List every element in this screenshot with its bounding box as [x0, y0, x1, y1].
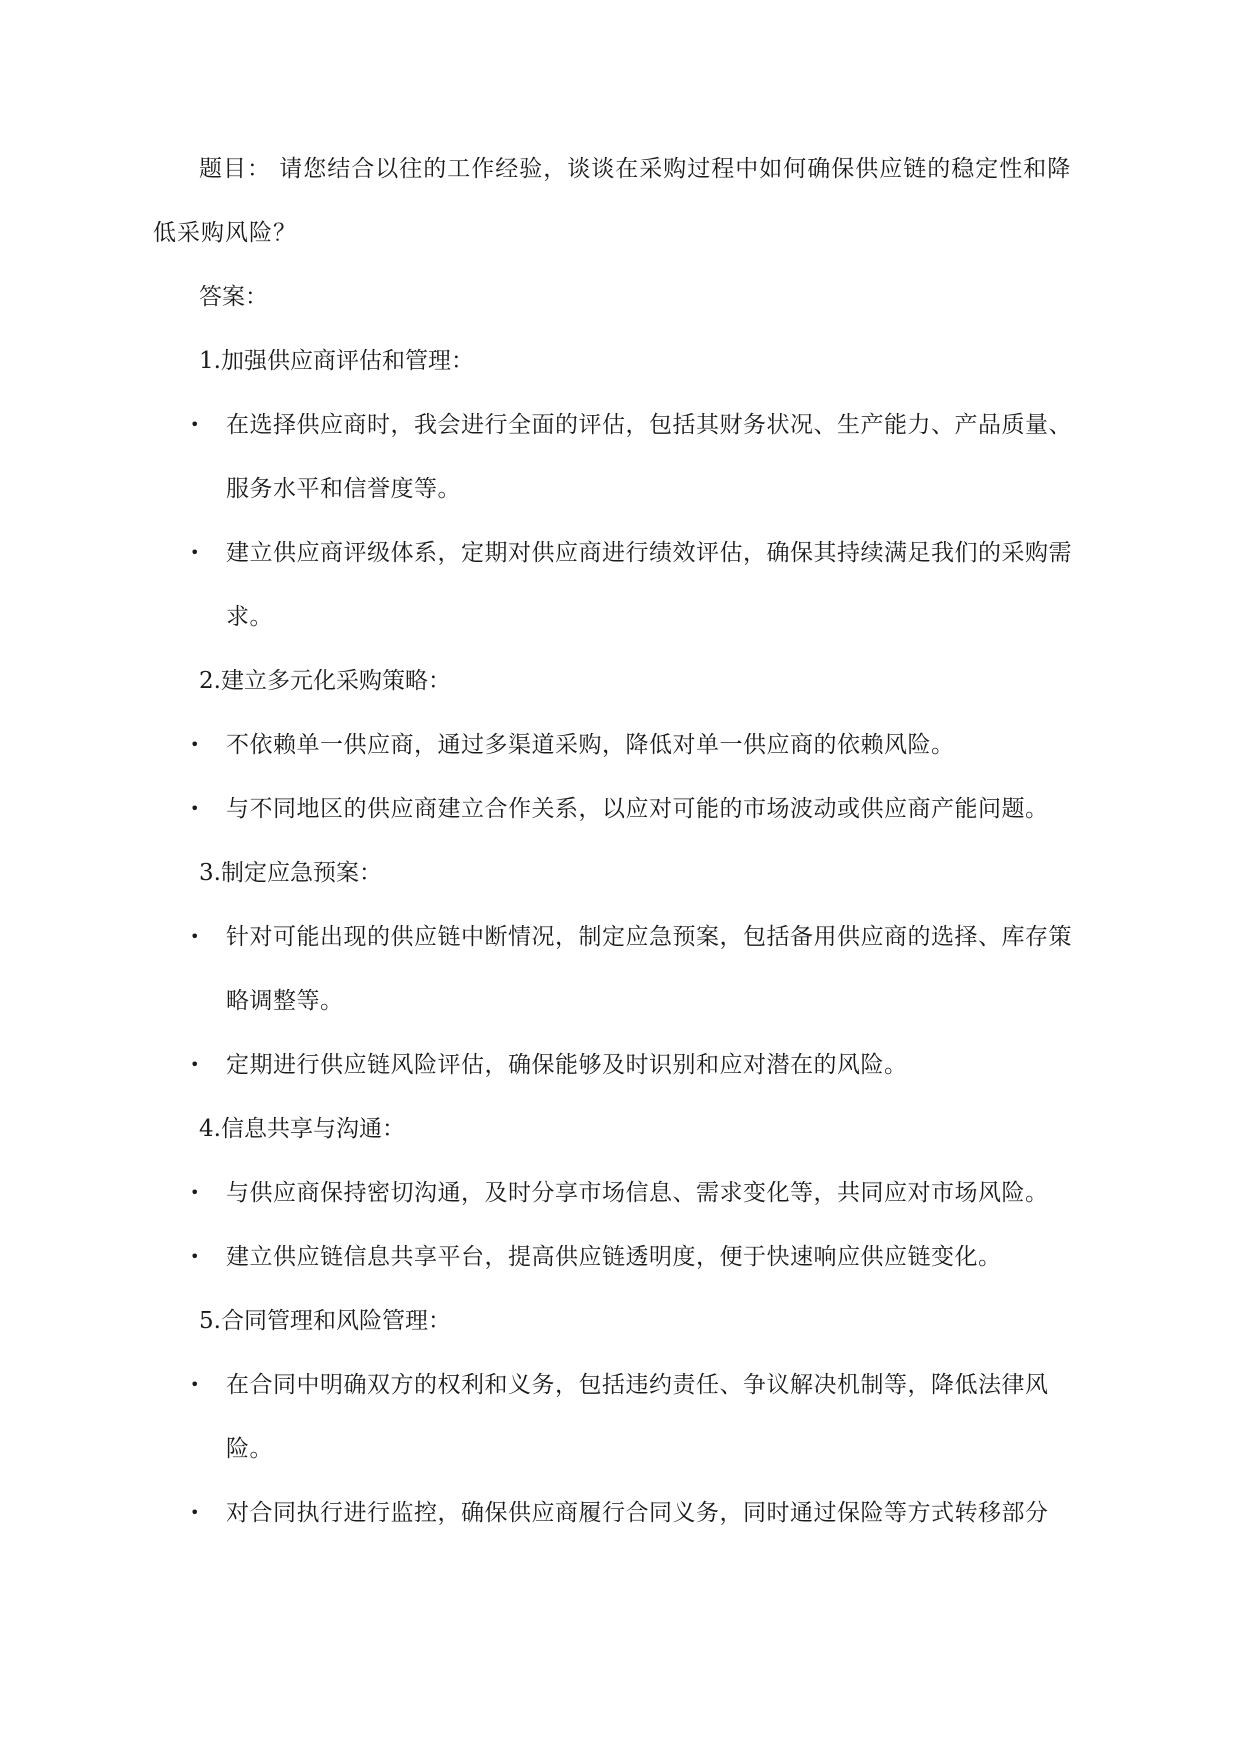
- list-item-text: 建立供应链信息共享平台，提高供应链透明度，便于快速响应供应链变化。: [226, 1244, 1002, 1270]
- section-heading: 3.制定应急预案：: [199, 860, 382, 886]
- bullet-list: [153, 713, 1093, 841]
- bullet-icon: •: [190, 1183, 200, 1202]
- section-heading: 5.合同管理和风险管理：: [199, 1308, 451, 1334]
- list-item-text: 针对可能出现的供应链中断情况，制定应急预案，包括备用供应商的选择、库存策略调整等。: [226, 924, 1072, 1014]
- bullet-icon: •: [190, 799, 200, 818]
- document-content: [153, 137, 1093, 1545]
- list-item-text: 对合同执行进行监控，确保供应商履行合同义务，同时通过保险等方式转移部分: [226, 1500, 1049, 1526]
- bullet-icon: •: [190, 1055, 200, 1074]
- list-item-text: 在合同中明确双方的权利和义务，包括违约责任、争议解决机制等，降低法律风险。: [226, 1372, 1049, 1462]
- list-item-text: 不依赖单一供应商，通过多渠道采购，降低对单一供应商的依赖风险。: [226, 732, 955, 758]
- question-text: 题目： 请您结合以往的工作经验，谈谈在采购过程中如何确保供应链的稳定性和降低采购风险？: [153, 156, 1072, 246]
- bullet-icon: •: [190, 1247, 200, 1266]
- list-item-text: 定期进行供应链风险评估，确保能够及时识别和应对潜在的风险。: [226, 1052, 908, 1078]
- bullet-icon: •: [190, 927, 200, 946]
- bullet-icon: •: [190, 1375, 200, 1394]
- answer-label: 答案：: [199, 284, 268, 310]
- bullet-icon: •: [190, 1503, 200, 1522]
- section-heading: 4.信息共享与沟通：: [199, 1116, 405, 1142]
- bullet-list: [153, 1161, 1093, 1289]
- section-heading: 2.建立多元化采购策略：: [199, 668, 451, 694]
- bullet-icon: •: [190, 735, 200, 754]
- bullet-list: [153, 1353, 1093, 1545]
- answer-sections: [153, 329, 1093, 1545]
- list-item: [153, 1225, 1093, 1289]
- list-item: [153, 1161, 1093, 1225]
- list-item-text: 在选择供应商时，我会进行全面的评估，包括其财务状况、生产能力、产品质量、服务水平和信誉度等。: [226, 412, 1072, 502]
- section-heading: 1.加强供应商评估和管理：: [199, 348, 474, 374]
- bullet-list: [153, 393, 1093, 649]
- bullet-icon: •: [190, 543, 200, 562]
- list-item: [153, 905, 1093, 1033]
- list-item: [153, 777, 1093, 841]
- list-item: [153, 713, 1093, 777]
- list-item: [153, 1353, 1093, 1481]
- list-item: [153, 1481, 1093, 1545]
- list-item: [153, 1033, 1093, 1097]
- bullet-list: [153, 905, 1093, 1097]
- list-item: [153, 393, 1093, 521]
- list-item-text: 与不同地区的供应商建立合作关系，以应对可能的市场波动或供应商产能问题。: [226, 796, 1049, 822]
- list-item-text: 建立供应商评级体系，定期对供应商进行绩效评估，确保其持续满足我们的采购需求。: [226, 540, 1072, 630]
- list-item-text: 与供应商保持密切沟通，及时分享市场信息、需求变化等，共同应对市场风险。: [226, 1180, 1049, 1206]
- bullet-icon: •: [190, 415, 200, 434]
- list-item: [153, 521, 1093, 649]
